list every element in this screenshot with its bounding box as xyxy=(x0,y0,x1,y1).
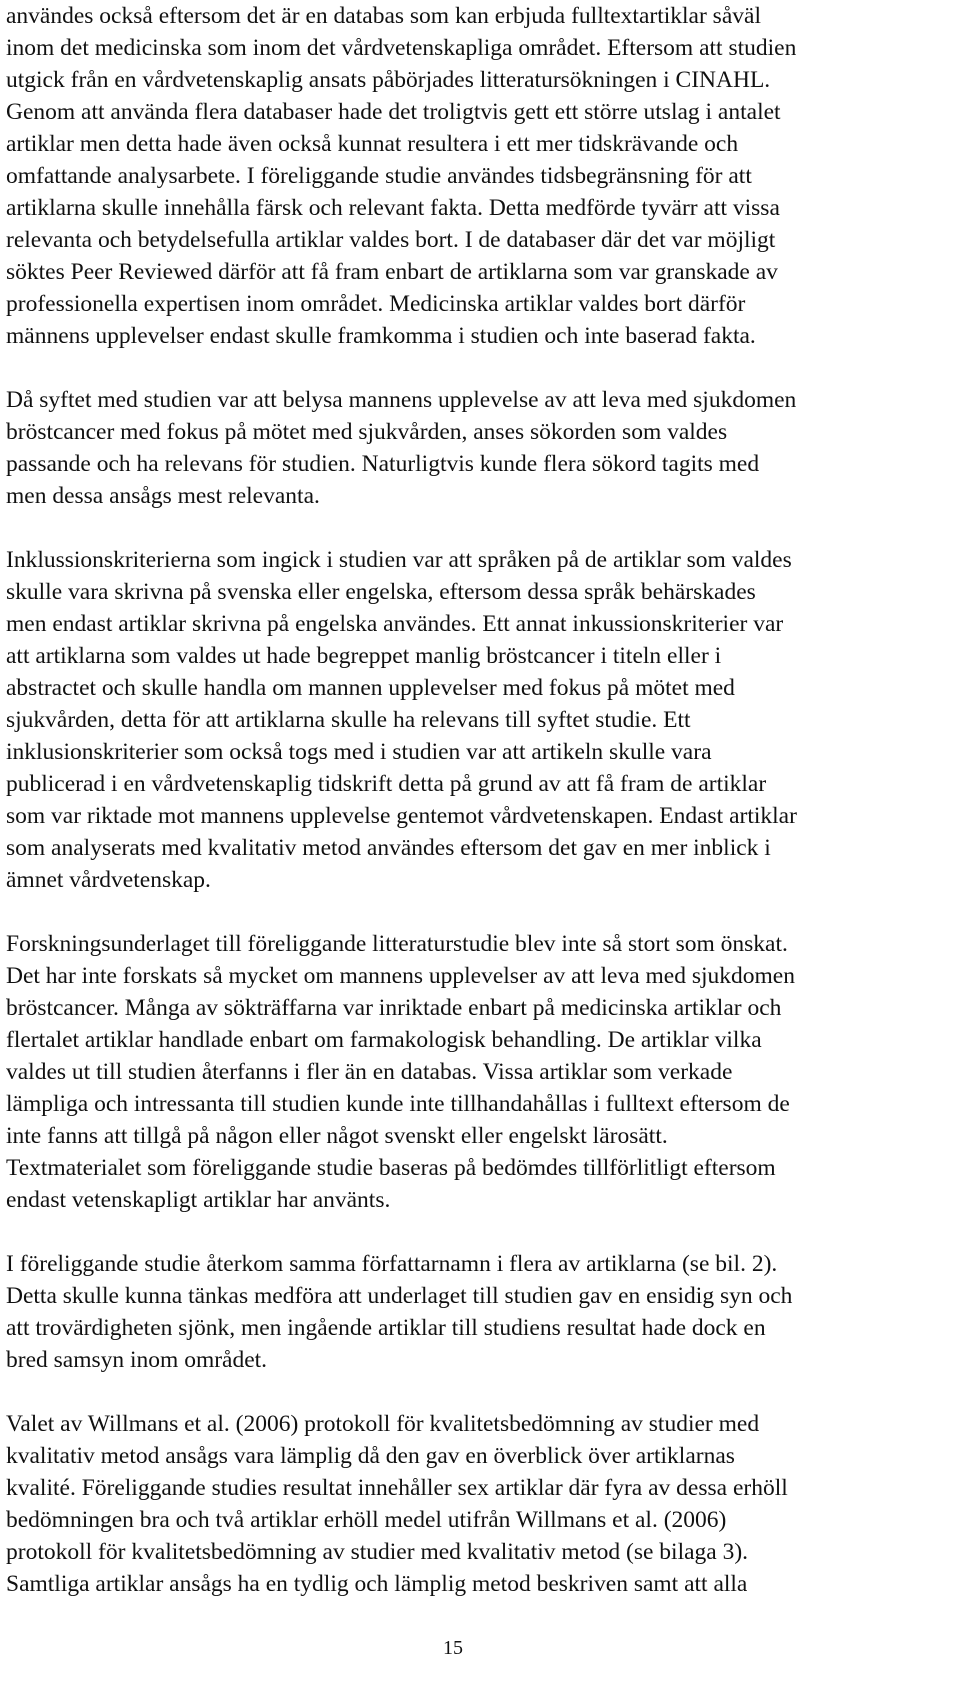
paragraph-gap xyxy=(6,1216,890,1248)
text-line: Textmaterialet som föreliggande studie baseras på bedömdes tillförlitligt eftersom xyxy=(6,1155,776,1181)
paragraph xyxy=(6,1248,890,1376)
text-line: skulle vara skrivna på svenska eller engelska, eftersom dessa språk behärskades xyxy=(6,579,756,605)
text-line: publicerad i en vårdvetenskaplig tidskrift detta på grund av att få fram de artiklar xyxy=(6,771,767,797)
text-line: bred samsyn inom området. xyxy=(6,1347,268,1373)
text-line: lämpliga och intressanta till studien kunde inte tillhandahållas i fulltext eftersom de xyxy=(6,1091,790,1117)
text-line: Valet av Willmans et al. (2006) protokoll för kvalitetsbedömning av studier med xyxy=(6,1411,760,1437)
text-line: artiklarna skulle innehålla färsk och relevant fakta. Detta medförde tyvärr att vissa xyxy=(6,195,780,221)
text-line: Forskningsunderlaget till föreliggande litteraturstudie blev inte så stort som önskat. xyxy=(6,931,788,957)
text-line: Det har inte forskats så mycket om mannens upplevelser av att leva med sjukdomen xyxy=(6,963,795,989)
paragraph xyxy=(6,1408,890,1600)
text-line: ämnet vårdvetenskap. xyxy=(6,867,211,893)
text-line: att trovärdigheten sjönk, men ingående artiklar till studiens resultat hade dock en xyxy=(6,1315,766,1341)
document-page xyxy=(6,0,890,1685)
text-line: protokoll för kvalitetsbedömning av studier med kvalitativ metod (se bilaga 3). xyxy=(6,1539,749,1565)
paragraph xyxy=(6,544,890,896)
text-line: Genom att använda flera databaser hade det troligtvis gett ett större utslag i antalet xyxy=(6,99,781,125)
text-line: kvalité. Föreliggande studies resultat innehåller sex artiklar där fyra av dessa erhöll xyxy=(6,1475,788,1501)
page-number: 15 xyxy=(443,1637,463,1659)
text-line: att artiklarna som valdes ut hade begreppet manlig bröstcancer i titeln eller i xyxy=(6,643,722,669)
text-line: Inklussionskriterierna som ingick i studien var att språken på de artiklar som valdes xyxy=(6,547,792,573)
text-line: utgick från en vårdvetenskaplig ansats påbörjades litteratursökningen i CINAHL. xyxy=(6,67,771,93)
paragraph-gap xyxy=(6,512,890,544)
paragraph xyxy=(6,928,890,1216)
text-line: sjukvården, detta för att artiklarna skulle ha relevans till syftet studie. Ett xyxy=(6,707,691,733)
text-line: inklusionskriterier som också togs med i studien var att artikeln skulle vara xyxy=(6,739,712,765)
text-line: men endast artiklar skrivna på engelska användes. Ett annat inkussionskriterier var xyxy=(6,611,784,637)
paragraph-gap xyxy=(6,1376,890,1408)
text-line: I föreliggande studie återkom samma författarnamn i flera av artiklarna (se bil. 2). xyxy=(6,1251,778,1277)
text-line: men dessa ansågs mest relevanta. xyxy=(6,483,320,509)
text-line: Detta skulle kunna tänkas medföra att underlaget till studien gav en ensidig syn och xyxy=(6,1283,793,1309)
text-line: bedömningen bra och två artiklar erhöll medel utifrån Willmans et al. (2006) xyxy=(6,1507,727,1533)
text-line: männens upplevelser endast skulle framkomma i studien och inte baserad fakta. xyxy=(6,323,756,349)
text-line: som analyserats med kvalitativ metod användes eftersom det gav en mer inblick i xyxy=(6,835,771,861)
text-line: som var riktade mot mannens upplevelse gentemot vårdvetenskapen. Endast artiklar xyxy=(6,803,797,829)
text-line: omfattande analysarbete. I föreliggande studie användes tidsbegränsning för att xyxy=(6,163,752,189)
text-line: kvalitativ metod ansågs vara lämplig då den gav en överblick över artiklarnas xyxy=(6,1443,735,1469)
text-line: endast vetenskapligt artiklar har använts. xyxy=(6,1187,391,1213)
text-line: abstractet och skulle handla om mannen upplevelser med fokus på mötet med xyxy=(6,675,735,701)
paragraph-gap xyxy=(6,896,890,928)
text-line: inom det medicinska som inom det vårdvetenskapliga området. Eftersom att studien xyxy=(6,35,797,61)
text-line: söktes Peer Reviewed därför att få fram enbart de artiklarna som var granskade av xyxy=(6,259,778,285)
paragraph xyxy=(6,384,890,512)
text-line: artiklar men detta hade även också kunnat resultera i ett mer tidskrävande och xyxy=(6,131,739,157)
paragraph xyxy=(6,0,890,352)
text-line: bröstcancer. Många av sökträffarna var inriktade enbart på medicinska artiklar och xyxy=(6,995,782,1021)
text-line: användes också eftersom det är en databas som kan erbjuda fulltextartiklar såväl xyxy=(6,3,761,29)
text-line: Då syftet med studien var att belysa mannens upplevelse av att leva med sjukdomen xyxy=(6,387,797,413)
text-line: Samtliga artiklar ansågs ha en tydlig och lämplig metod beskriven samt att alla xyxy=(6,1571,748,1597)
paragraph-gap xyxy=(6,352,890,384)
text-line: relevanta och betydelsefulla artiklar valdes bort. I de databaser där det var möjligt xyxy=(6,227,776,253)
text-line: passande och ha relevans för studien. Naturligtvis kunde flera sökord tagits med xyxy=(6,451,760,477)
text-line: bröstcancer med fokus på mötet med sjukvården, anses sökorden som valdes xyxy=(6,419,728,445)
document-body xyxy=(6,0,890,1600)
text-line: valdes ut till studien återfanns i fler än en databas. Vissa artiklar som verkade xyxy=(6,1059,733,1085)
text-line: professionella expertisen inom området. Medicinska artiklar valdes bort därför xyxy=(6,291,746,317)
text-line: inte fanns att tillgå på någon eller något svenskt eller engelskt lärosätt. xyxy=(6,1123,668,1149)
text-line: flertalet artiklar handlade enbart om farmakologisk behandling. De artiklar vilka xyxy=(6,1027,762,1053)
